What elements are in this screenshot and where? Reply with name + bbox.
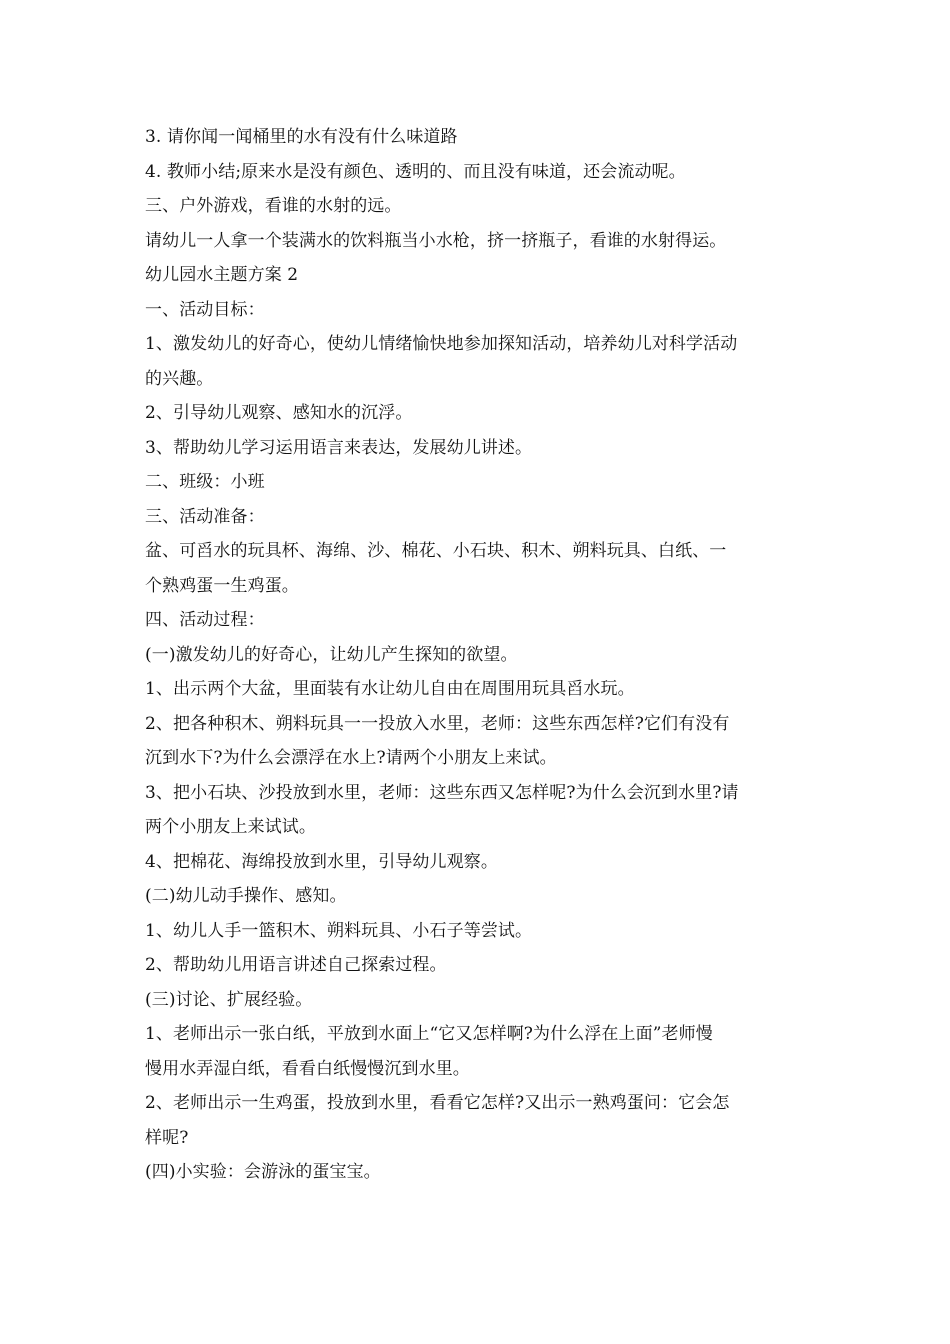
text-line: 3. 请你闻一闻桶里的水有没有什么味道路 [145,127,458,147]
text-line: 样呢? [145,1127,189,1148]
text-line: 两个小朋友上来试试。 [145,817,316,837]
text-line: 2、老师出示一生鸡蛋，投放到水里，看看它怎样?又出示一熟鸡蛋问：它会怎 [145,1093,730,1113]
section-heading: 一、活动目标： [145,299,265,320]
text-line: 1、激发幼儿的好奇心，使幼儿情绪愉快地参加探知活动，培养幼儿对科学活动 [145,334,738,354]
text-line: 沉到水下?为什么会漂浮在水上?请两个小朋友上来试。 [145,748,557,768]
subsection-heading: (四)小实验：会游泳的蛋宝宝。 [145,1162,381,1182]
text-line: 2、引导幼儿观察、感知水的沉浮。 [145,403,413,423]
section-heading: 三、活动准备： [145,506,265,527]
text-line: 4. 教师小结;原来水是没有颜色、透明的、而且没有味道，还会流动呢。 [145,161,686,182]
text-line: 1、幼儿人手一篮积木、朔料玩具、小石子等尝试。 [145,920,533,941]
subsection-heading: (三)讨论、扩展经验。 [145,989,313,1010]
text-line: 请幼儿一人拿一个装满水的饮料瓶当小水枪，挤一挤瓶子，看谁的水射得运。 [145,230,727,251]
text-line: 2、把各种积木、朔料玩具一一投放入水里，老师：这些东西怎样?它们有没有 [145,713,730,734]
section-heading: 二、班级：小班 [145,472,265,492]
text-line: 1、老师出示一张白纸，平放到水面上“它又怎样啊?为什么浮在上面”老师慢 [145,1024,713,1044]
text-line: 2、帮助幼儿用语言讲述自己探索过程。 [145,955,447,975]
text-line: 的兴趣。 [145,368,214,389]
text-line: 1、出示两个大盆，里面装有水让幼儿自由在周围用玩具舀水玩。 [145,679,635,699]
text-line: 个熟鸡蛋一生鸡蛋。 [145,575,299,596]
document-body [145,120,810,1190]
text-line: 3、帮助幼儿学习运用语言来表达，发展幼儿讲述。 [145,437,533,458]
subsection-heading: (一)激发幼儿的好奇心，让幼儿产生探知的欲望。 [145,644,518,665]
document-title: 幼儿园水主题方案 2 [145,265,299,285]
section-heading: 三、户外游戏，看谁的水射的远。 [145,196,402,216]
text-line: 慢用水弄湿白纸，看看白纸慢慢沉到水里。 [145,1058,470,1079]
text-line: 盆、可舀水的玩具杯、海绵、沙、棉花、小石块、积木、朔料玩具、白纸、一 [145,541,727,561]
subsection-heading: (二)幼儿动手操作、感知。 [145,886,347,906]
text-line: 3、把小石块、沙投放到水里，老师：这些东西又怎样呢?为什么会沉到水里?请 [145,782,739,803]
section-heading: 四、活动过程： [145,610,265,630]
text-line: 4、把棉花、海绵投放到水里，引导幼儿观察。 [145,851,498,872]
